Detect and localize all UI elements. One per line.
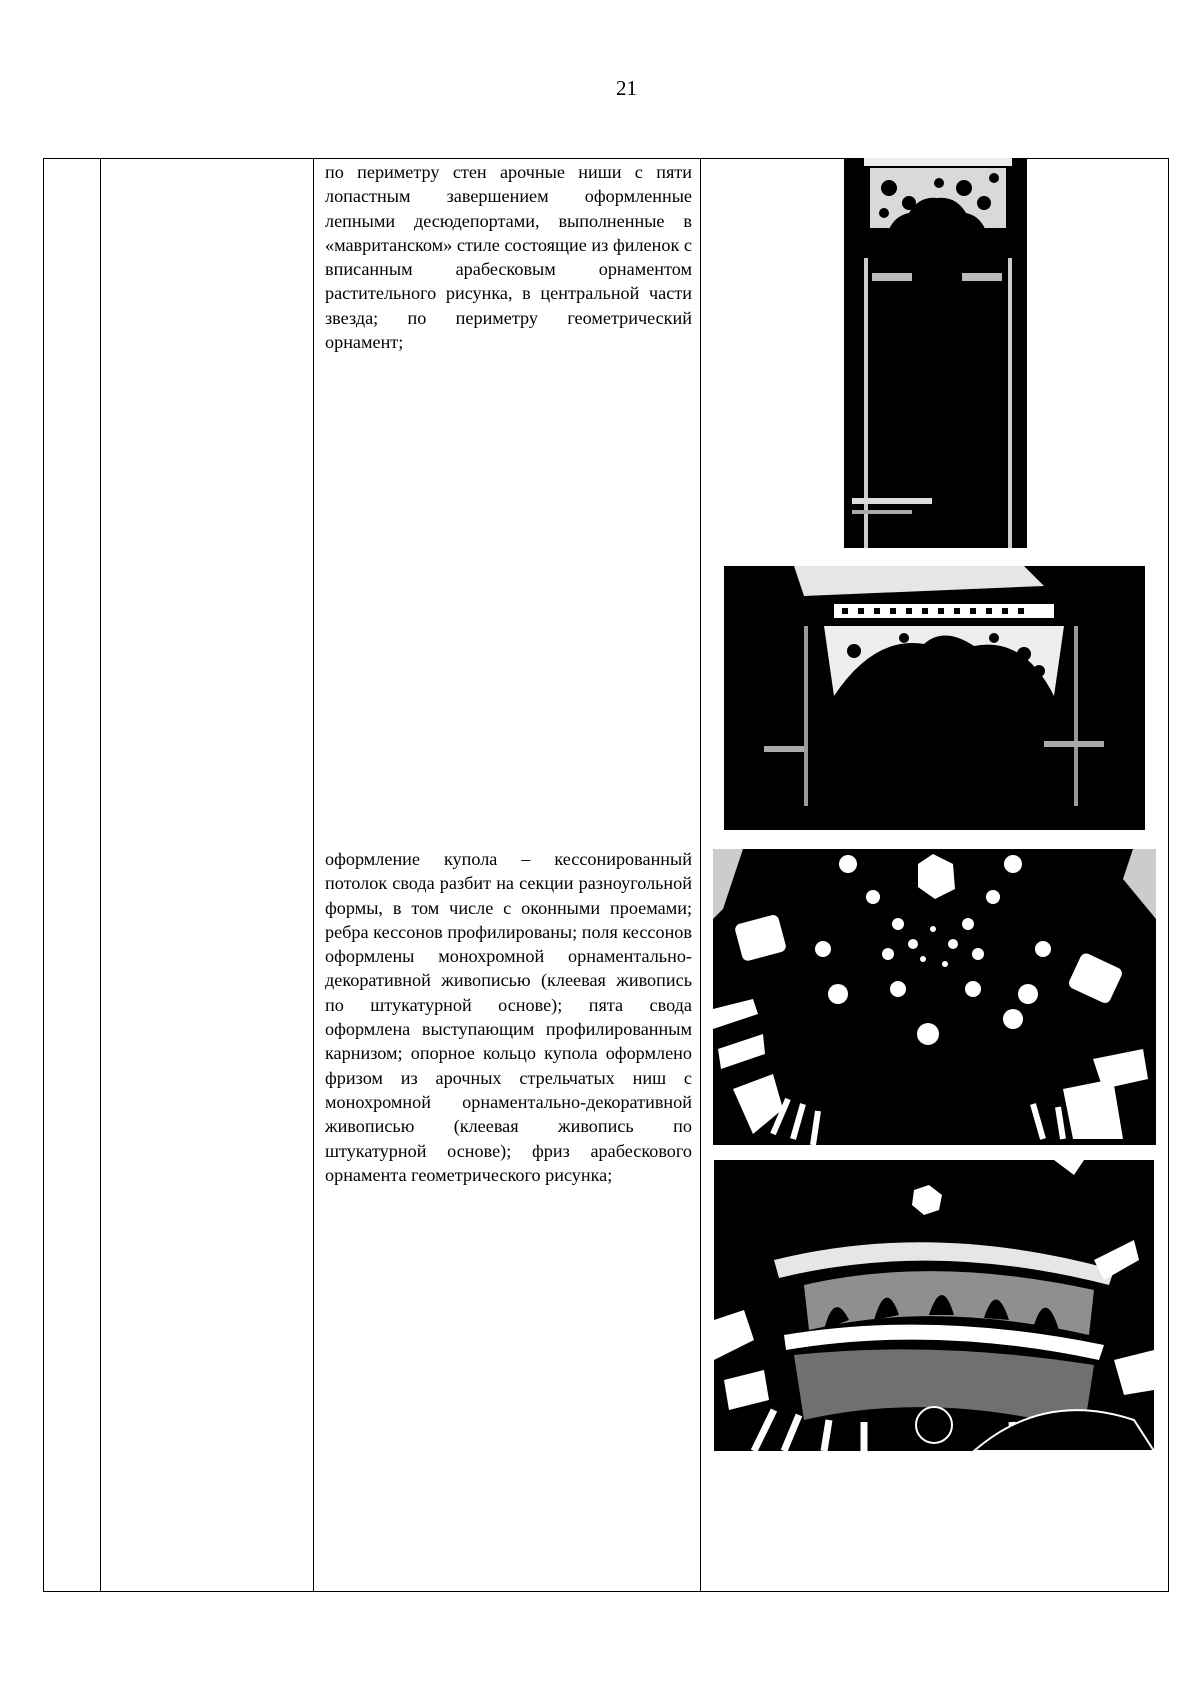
description-paragraph-niches	[325, 160, 692, 354]
photo-arched-niche-vertical	[844, 158, 1027, 548]
table-column-divider-3	[700, 158, 701, 1592]
paragraph-text: оформление купола – кессонированный потолок свода разбит на секции разноугольной формы, в том числе с оконными проемами; ребра кессонов профилированы; поля кессонов оформлены монохромной орнаментально-декоративной живописью (клеевая живопись по штукатурной основе); пята свода оформлена выступающим профилированным карнизом; опорное кольцо купола оформлено фризом из арочных стрельчатых ниш с монохромной орнаментально-декоративной живописью (клеевая живопись по штукатурной основе); фриз арабескового орнамента геометрического рисунка;	[325, 849, 692, 1185]
photo-dome-support-ring-frieze	[714, 1160, 1154, 1451]
table-column-divider-1	[100, 158, 101, 1592]
photo-arched-niche-horizontal	[724, 566, 1145, 830]
description-paragraph-dome	[325, 847, 692, 1187]
paragraph-text: по периметру стен арочные ниши с пяти лопастным завершением оформленные лепными десюдепортами, выполненные в «мавританском» стиле состоящие из филенок с вписанным арабесковым орнаментом растительного рисунка, в центральной части звезда; по периметру геометрический орнамент;	[325, 162, 692, 353]
table-column-divider-2	[313, 158, 314, 1592]
photo-dome-coffered-ceiling	[713, 849, 1156, 1145]
page-number: 21	[616, 76, 637, 100]
